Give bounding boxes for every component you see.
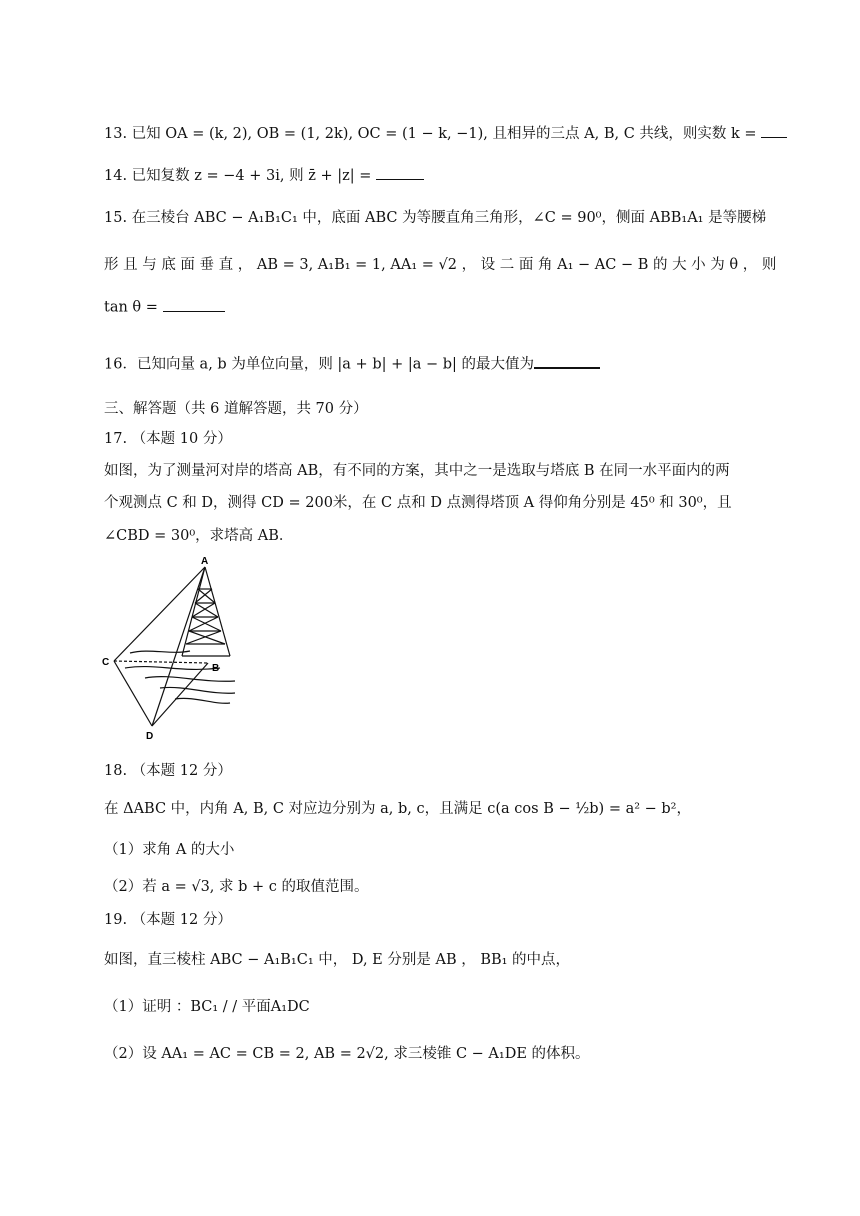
- river-line-3: [145, 677, 235, 682]
- question-14-text: 14. 已知复数 z = −4 + 3i, 则 z̄ + |z| =: [104, 168, 372, 184]
- answer-blank-14: [376, 165, 424, 181]
- section-heading-3: 三、解答题（共 6 道解答题，共 70 分）: [104, 401, 368, 417]
- question-15-line-3: [104, 296, 225, 316]
- label-a: A: [201, 556, 209, 567]
- question-18-header: 18. （本题 12 分）: [104, 763, 232, 779]
- answer-blank-13: [761, 123, 787, 139]
- question-14: [104, 164, 424, 185]
- line-cd: [114, 661, 152, 726]
- line-db: [152, 663, 208, 726]
- label-c: C: [102, 657, 110, 668]
- river-line-5: [175, 698, 230, 703]
- question-19-part-1: （1）证明 ：BC₁ / / 平面A₁DC: [104, 999, 310, 1015]
- question-16: [104, 352, 600, 374]
- question-17-line-2: 个观测点 C 和 D，测得 CD = 200米，在 C 点和 D 点测得塔顶 A 得仰角分别是 45⁰ 和 30⁰，且: [104, 495, 732, 511]
- river-line-4: [160, 687, 235, 693]
- line-ac: [114, 567, 205, 661]
- question-16-text: 16．已知向量 a, b 为单位向量，则 |a + b| + |a − b| 的最大值为: [104, 356, 535, 373]
- question-19-line-1: 如图，直三棱柱 ABC − A₁B₁C₁ 中， D, E 分别是 AB ， BB₁ 的中点，: [104, 952, 571, 968]
- question-19-header: 19. （本题 12 分）: [104, 912, 232, 928]
- question-17-header: 17. （本题 10 分）: [104, 431, 232, 447]
- label-b: B: [212, 663, 220, 674]
- line-cb: [114, 661, 208, 663]
- tower-figure: [100, 553, 250, 743]
- question-15-line-2: 形 且 与 底 面 垂 直 ， AB = 3, A₁B₁ = 1, AA₁ = √2 ， 设 二 面 角 A₁ − AC − B 的 大 小 为 θ ， 则: [104, 257, 777, 273]
- question-17-line-1: 如图，为了测量河对岸的塔高 AB，有不同的方案，其中之一是选取与塔底 B 在同一水平面内的两: [104, 463, 730, 479]
- river-line-2: [125, 667, 220, 670]
- river-line-1: [130, 651, 190, 653]
- answer-blank-15: [163, 296, 225, 312]
- question-15-tan-label: tan θ =: [104, 299, 158, 316]
- question-13: [104, 122, 787, 143]
- line-ad: [152, 567, 205, 726]
- question-18-part-2: （2）若 a = √3, 求 b + c 的取值范围。: [104, 879, 369, 895]
- question-19-part-2: （2）设 AA₁ = AC = CB = 2, AB = 2√2, 求三棱锥 C − A₁DE 的体积。: [104, 1046, 590, 1062]
- answer-blank-16: [534, 352, 600, 369]
- question-18-part-1: （1）求角 A 的大小: [104, 842, 235, 858]
- question-18-line-1: 在 ΔABC 中，内角 A, B, C 对应边分别为 a, b, c，且满足 c(a cos B − ½b) = a² − b²，: [104, 801, 691, 817]
- question-17-line-3: ∠CBD = 30⁰，求塔高 AB．: [104, 528, 294, 544]
- question-15-line-1: 15. 在三棱台 ABC − A₁B₁C₁ 中，底面 ABC 为等腰直角三角形，∠C = 90⁰，侧面 ABB₁A₁ 是等腰梯: [104, 210, 767, 226]
- label-d: D: [146, 731, 154, 742]
- question-13-text: 13. 已知 OA = (k, 2), OB = (1, 2k), OC = (1 − k, −1), 且相异的三点 A, B, C 共线，则实数 k =: [104, 126, 757, 142]
